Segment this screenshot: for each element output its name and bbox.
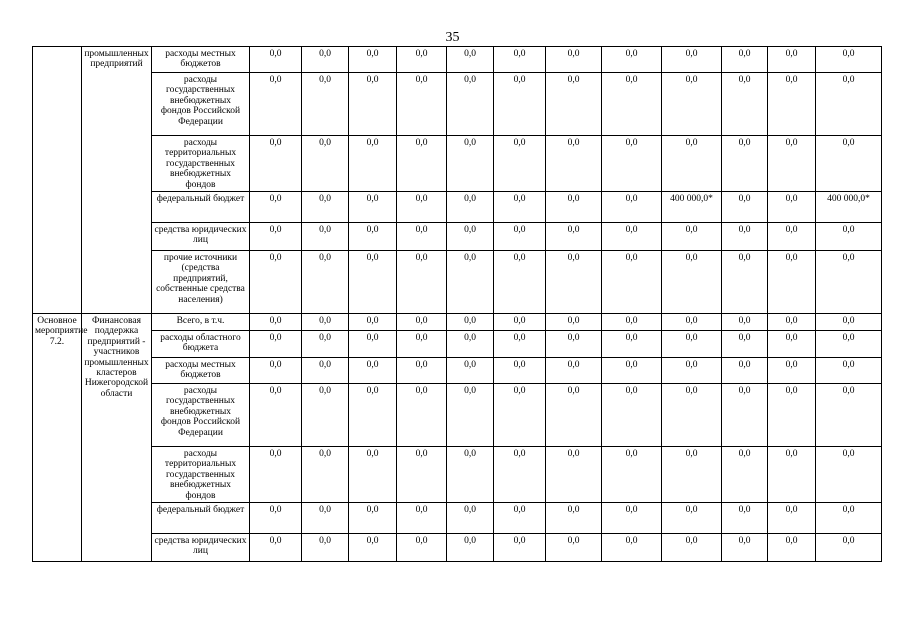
- value-cell: 0,0: [602, 192, 662, 223]
- table-row: [33, 251, 882, 314]
- value-cell: 0,0: [662, 384, 722, 447]
- table-row: [33, 358, 882, 384]
- value-cell: 0,0: [768, 251, 816, 314]
- value-cell: 0,0: [816, 47, 882, 73]
- value-cell: 0,0: [447, 534, 494, 562]
- value-cell: 0,0: [250, 503, 302, 534]
- value-cell: 0,0: [349, 314, 397, 331]
- value-cell: 0,0: [722, 331, 768, 358]
- value-cell: 0,0: [302, 503, 349, 534]
- value-cell: 0,0: [546, 136, 602, 192]
- value-cell: 0,0: [662, 534, 722, 562]
- value-cell: 0,0: [768, 223, 816, 251]
- value-cell: 0,0: [447, 358, 494, 384]
- value-cell: 0,0: [602, 47, 662, 73]
- value-cell: 0,0: [662, 503, 722, 534]
- value-cell: 0,0: [816, 331, 882, 358]
- value-cell: 0,0: [447, 331, 494, 358]
- value-cell: 0,0: [302, 314, 349, 331]
- value-cell: 0,0: [349, 192, 397, 223]
- value-cell: 0,0: [447, 47, 494, 73]
- value-cell: 0,0: [397, 534, 447, 562]
- table-row: [33, 47, 882, 73]
- value-cell: 0,0: [397, 223, 447, 251]
- value-cell: 0,0: [349, 223, 397, 251]
- funding-source-cell: расходы местных бюджетов: [152, 358, 250, 384]
- value-cell: 0,0: [816, 384, 882, 447]
- value-cell: 0,0: [349, 251, 397, 314]
- value-cell: 400 000,0*: [816, 192, 882, 223]
- value-cell: 0,0: [546, 447, 602, 503]
- value-cell: 0,0: [662, 223, 722, 251]
- value-cell: 0,0: [447, 223, 494, 251]
- funding-source-cell: расходы территориальных государственных внебюджетных фондов: [152, 136, 250, 192]
- value-cell: 0,0: [397, 503, 447, 534]
- measure-cell-empty: [33, 47, 82, 314]
- table-row: [33, 384, 882, 447]
- value-cell: 0,0: [602, 331, 662, 358]
- value-cell: 0,0: [447, 192, 494, 223]
- value-cell: 0,0: [349, 331, 397, 358]
- funding-source-cell: средства юридических лиц: [152, 223, 250, 251]
- funding-source-cell: федеральный бюджет: [152, 503, 250, 534]
- value-cell: 0,0: [397, 331, 447, 358]
- value-cell: 0,0: [397, 358, 447, 384]
- value-cell: 0,0: [768, 73, 816, 136]
- value-cell: 0,0: [546, 192, 602, 223]
- value-cell: 0,0: [349, 136, 397, 192]
- value-cell: 0,0: [250, 73, 302, 136]
- page-number: 35: [445, 30, 460, 45]
- table-row: [33, 534, 882, 562]
- value-cell: 0,0: [494, 358, 546, 384]
- value-cell: 0,0: [602, 534, 662, 562]
- value-cell: 0,0: [816, 447, 882, 503]
- value-cell: 0,0: [602, 223, 662, 251]
- value-cell: 0,0: [494, 314, 546, 331]
- value-cell: 0,0: [349, 503, 397, 534]
- value-cell: 0,0: [546, 534, 602, 562]
- value-cell: 0,0: [602, 358, 662, 384]
- value-cell: 0,0: [546, 358, 602, 384]
- value-cell: 0,0: [302, 447, 349, 503]
- value-cell: 0,0: [602, 73, 662, 136]
- funding-source-cell: расходы государственных внебюджетных фондов Российской Федерации: [152, 384, 250, 447]
- value-cell: 0,0: [447, 251, 494, 314]
- value-cell: 0,0: [768, 192, 816, 223]
- value-cell: 0,0: [546, 384, 602, 447]
- value-cell: 0,0: [722, 534, 768, 562]
- table-row: [33, 503, 882, 534]
- funding-source-cell: расходы местных бюджетов: [152, 47, 250, 73]
- value-cell: 0,0: [662, 447, 722, 503]
- value-cell: 0,0: [768, 384, 816, 447]
- value-cell: 0,0: [250, 331, 302, 358]
- value-cell: 0,0: [722, 384, 768, 447]
- value-cell: 0,0: [662, 314, 722, 331]
- value-cell: 0,0: [722, 447, 768, 503]
- value-cell: 0,0: [250, 251, 302, 314]
- value-cell: 0,0: [768, 314, 816, 331]
- value-cell: 0,0: [722, 251, 768, 314]
- value-cell: 0,0: [722, 223, 768, 251]
- value-cell: 0,0: [447, 314, 494, 331]
- budget-table: [32, 46, 882, 562]
- value-cell: 0,0: [397, 447, 447, 503]
- value-cell: 0,0: [302, 331, 349, 358]
- value-cell: 0,0: [662, 73, 722, 136]
- value-cell: 0,0: [302, 384, 349, 447]
- value-cell: 0,0: [349, 358, 397, 384]
- value-cell: 0,0: [768, 47, 816, 73]
- value-cell: 0,0: [816, 223, 882, 251]
- value-cell: 0,0: [816, 358, 882, 384]
- value-cell: 0,0: [546, 251, 602, 314]
- value-cell: 0,0: [349, 384, 397, 447]
- value-cell: 0,0: [816, 136, 882, 192]
- value-cell: 0,0: [816, 503, 882, 534]
- value-cell: 0,0: [397, 73, 447, 136]
- value-cell: 0,0: [349, 534, 397, 562]
- value-cell: 0,0: [250, 534, 302, 562]
- value-cell: 0,0: [816, 73, 882, 136]
- funding-source-cell: Всего, в т.ч.: [152, 314, 250, 331]
- value-cell: 0,0: [397, 314, 447, 331]
- value-cell: 0,0: [546, 73, 602, 136]
- table-row: [33, 192, 882, 223]
- value-cell: 0,0: [816, 314, 882, 331]
- value-cell: 0,0: [349, 47, 397, 73]
- value-cell: 0,0: [349, 447, 397, 503]
- value-cell: 0,0: [768, 331, 816, 358]
- value-cell: 0,0: [662, 358, 722, 384]
- value-cell: 0,0: [662, 251, 722, 314]
- value-cell: 0,0: [722, 358, 768, 384]
- value-cell: 0,0: [494, 192, 546, 223]
- table-row: [33, 223, 882, 251]
- value-cell: 0,0: [302, 223, 349, 251]
- value-cell: 0,0: [722, 192, 768, 223]
- value-cell: 0,0: [722, 503, 768, 534]
- value-cell: 0,0: [494, 331, 546, 358]
- value-cell: 0,0: [768, 136, 816, 192]
- funding-source-cell: расходы областного бюджета: [152, 331, 250, 358]
- value-cell: 0,0: [602, 384, 662, 447]
- value-cell: 0,0: [447, 136, 494, 192]
- table-row: [33, 136, 882, 192]
- value-cell: 0,0: [494, 447, 546, 503]
- value-cell: 0,0: [250, 136, 302, 192]
- value-cell: 0,0: [250, 358, 302, 384]
- value-cell: 0,0: [494, 251, 546, 314]
- value-cell: 0,0: [768, 447, 816, 503]
- value-cell: 0,0: [250, 47, 302, 73]
- value-cell: 0,0: [349, 73, 397, 136]
- value-cell: 0,0: [447, 384, 494, 447]
- value-cell: 0,0: [816, 534, 882, 562]
- value-cell: 0,0: [546, 223, 602, 251]
- value-cell: 0,0: [494, 503, 546, 534]
- value-cell: 0,0: [602, 251, 662, 314]
- value-cell: 0,0: [602, 503, 662, 534]
- value-cell: 0,0: [816, 251, 882, 314]
- value-cell: 0,0: [397, 136, 447, 192]
- value-cell: 0,0: [768, 358, 816, 384]
- value-cell: 0,0: [447, 73, 494, 136]
- value-cell: 0,0: [397, 384, 447, 447]
- value-cell: 0,0: [302, 73, 349, 136]
- executor-cell: промышленных предприятий: [82, 47, 152, 314]
- value-cell: 0,0: [302, 251, 349, 314]
- value-cell: 0,0: [722, 73, 768, 136]
- table-row: [33, 331, 882, 358]
- value-cell: 0,0: [302, 358, 349, 384]
- value-cell: 0,0: [722, 136, 768, 192]
- value-cell: 0,0: [494, 223, 546, 251]
- value-cell: 0,0: [302, 192, 349, 223]
- value-cell: 0,0: [546, 503, 602, 534]
- value-cell: 0,0: [602, 314, 662, 331]
- value-cell: 0,0: [546, 331, 602, 358]
- value-cell: 0,0: [662, 331, 722, 358]
- value-cell: 0,0: [447, 503, 494, 534]
- value-cell: 0,0: [768, 534, 816, 562]
- value-cell: 0,0: [397, 192, 447, 223]
- value-cell: 0,0: [447, 447, 494, 503]
- funding-source-cell: федеральный бюджет: [152, 192, 250, 223]
- value-cell: 0,0: [722, 47, 768, 73]
- funding-source-cell: прочие источники (средства предприятий, собственные средства населения): [152, 251, 250, 314]
- value-cell: 400 000,0*: [662, 192, 722, 223]
- value-cell: 0,0: [494, 73, 546, 136]
- value-cell: 0,0: [250, 314, 302, 331]
- table-row: [33, 447, 882, 503]
- value-cell: 0,0: [602, 447, 662, 503]
- value-cell: 0,0: [722, 314, 768, 331]
- value-cell: 0,0: [768, 503, 816, 534]
- value-cell: 0,0: [302, 534, 349, 562]
- value-cell: 0,0: [662, 47, 722, 73]
- value-cell: 0,0: [494, 534, 546, 562]
- value-cell: 0,0: [250, 384, 302, 447]
- table-row: [33, 314, 882, 331]
- value-cell: 0,0: [250, 223, 302, 251]
- funding-source-cell: средства юридических лиц: [152, 534, 250, 562]
- value-cell: 0,0: [397, 251, 447, 314]
- value-cell: 0,0: [602, 136, 662, 192]
- value-cell: 0,0: [494, 384, 546, 447]
- funding-source-cell: расходы государственных внебюджетных фондов Российской Федерации: [152, 73, 250, 136]
- value-cell: 0,0: [302, 136, 349, 192]
- value-cell: 0,0: [662, 136, 722, 192]
- value-cell: 0,0: [546, 314, 602, 331]
- value-cell: 0,0: [250, 192, 302, 223]
- table-row: [33, 73, 882, 136]
- value-cell: 0,0: [250, 447, 302, 503]
- measure-cell: Основное мероприятие 7.2.: [33, 314, 82, 562]
- value-cell: 0,0: [546, 47, 602, 73]
- value-cell: 0,0: [397, 47, 447, 73]
- value-cell: 0,0: [302, 47, 349, 73]
- executor-cell: Финансовая поддержка предприятий - участников промышленных кластеров Нижегородской области: [82, 314, 152, 562]
- value-cell: 0,0: [494, 136, 546, 192]
- funding-source-cell: расходы территориальных государственных внебюджетных фондов: [152, 447, 250, 503]
- value-cell: 0,0: [494, 47, 546, 73]
